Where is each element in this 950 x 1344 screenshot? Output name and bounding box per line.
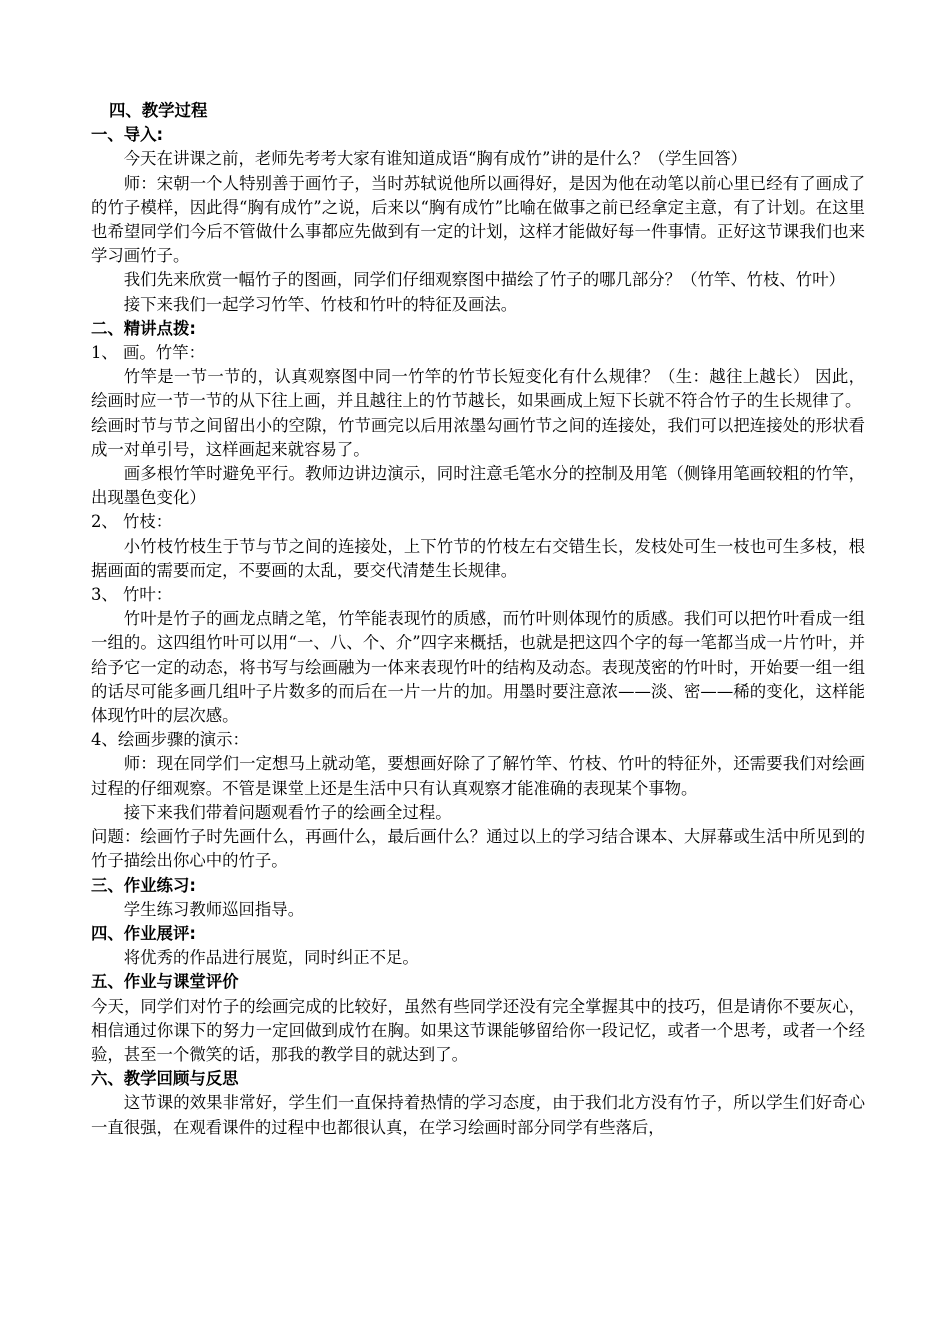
- paragraph: 师：宋朝一个人特别善于画竹子，当时苏轼说他所以画得好，是因为他在动笔以前心里已经有了画成了的竹子模样，因此得“胸有成竹”之说，后来以“胸有成竹”比喻在做事之前已经拿定主意，有了计划。在这里也希望同学们今后不管做什么事都应先做到有一定的计划，这样才能做好每一件事情。正好这节课我们也来学习画竹子。: [91, 173, 865, 266]
- section-heading: 三、作业练习:: [91, 875, 196, 895]
- paragraph: 今天，同学们对竹子的绘画完成的比较好，虽然有些同学还没有完全掌握其中的技巧，但是请你不要灰心，相信通过你课下的努力一定回做到成竹在胸。如果这节课能够留给你一段记忆，或者一个思考，或者一个经验，甚至一个微笑的话，那我的教学目的就达到了。: [91, 996, 865, 1064]
- paragraph: 接下来我们一起学习竹竿、竹枝和竹叶的特征及画法。: [123, 294, 518, 314]
- paragraph: 竹竿是一节一节的，认真观察图中同一竹竿的竹节长短变化有什么规律？（生：越往上越长） 因此，绘画时应一节一节的从下往上画，并且越往上的竹节越长，如果画成上短下长就不符合竹子的生长规律了。: [91, 367, 865, 411]
- paragraph: 今天在讲课之前，老师先考考大家有谁知道成语“胸有成竹”讲的是什么？（学生回答）: [123, 149, 748, 169]
- section-heading: 四、作业展评:: [91, 923, 196, 943]
- paragraph: 小竹枝竹枝生于节与节之间的连接处，上下竹节的竹枝左右交错生长，发枝处可生一枝也可生多枝，根据画面的需要而定，不要画的太乱，要交代清楚生长规律。: [91, 536, 865, 580]
- item-label: 3、 竹叶：: [91, 585, 173, 605]
- item-label: 4、绘画步骤的演示：: [91, 730, 249, 750]
- paragraph: 画多根竹竿时避免平行。教师边讲边演示，同时注意毛笔水分的控制及用笔（侧锋用笔画较粗的竹竿，出现墨色变化）: [91, 464, 865, 508]
- paragraph: 我们先来欣赏一幅竹子的图画，同学们仔细观察图中描绘了竹子的哪几部分？（竹竿、竹枝、竹叶）: [123, 270, 845, 290]
- paragraph: 绘画时节与节之间留出小的空隙，竹节画完以后用浓墨勾画竹节之间的连接处，我们可以把连接处的形状看成一对单引号，这样画起来就容易了。: [91, 415, 865, 459]
- paragraph: 学生练习教师巡回指导。: [123, 899, 305, 919]
- document-body: [91, 99, 865, 1140]
- paragraph: 接下来我们带着问题观看竹子的绘画全过程。: [123, 802, 452, 822]
- section-heading: 一、导入:: [91, 125, 164, 145]
- section-heading: 二、精讲点拨:: [91, 318, 196, 338]
- paragraph: 问题：绘画竹子时先画什么，再画什么，最后画什么？通过以上的学习结合课本、大屏幕或生活中所见到的竹子描绘出你心中的竹子。: [91, 827, 865, 871]
- item-label: 1、 画。竹竿：: [91, 343, 205, 363]
- paragraph: 这节课的效果非常好，学生们一直保持着热情的学习态度，由于我们北方没有竹子，所以学生们好奇心一直很强，在观看课件的过程中也都很认真，在学习绘画时部分同学有些落后，: [91, 1093, 865, 1137]
- item-label: 2、 竹枝：: [91, 512, 173, 532]
- paragraph: 师：现在同学们一定想马上就动笔，要想画好除了了解竹竿、竹枝、竹叶的特征外，还需要我们对绘画过程的仔细观察。不管是课堂上还是生活中只有认真观察才能准确的表现某个事物。: [91, 754, 865, 798]
- paragraph: 竹叶是竹子的画龙点睛之笔，竹竿能表现竹的质感，而竹叶则体现竹的质感。我们可以把竹叶看成一组一组的。这四组竹叶可以用“一、八、个、介”四字来概括，也就是把这四个字的每一笔都当成一片竹叶，并给予它一定的动态，将书写与绘画融为一体来表现竹叶的结构及动态。表现茂密的竹叶时，开始要一组一组的话尽可能多画几组叶子片数多的而后在一片一片的加。用墨时要注意浓——淡、密——稀的变化，这样能体现竹叶的层次感。: [91, 609, 865, 726]
- page-title: 四、教学过程: [109, 101, 208, 120]
- section-heading: 六、教学回顾与反思: [91, 1069, 239, 1089]
- paragraph: 将优秀的作品进行展览，同时纠正不足。: [123, 948, 419, 968]
- section-heading: 五、作业与课堂评价: [91, 972, 239, 992]
